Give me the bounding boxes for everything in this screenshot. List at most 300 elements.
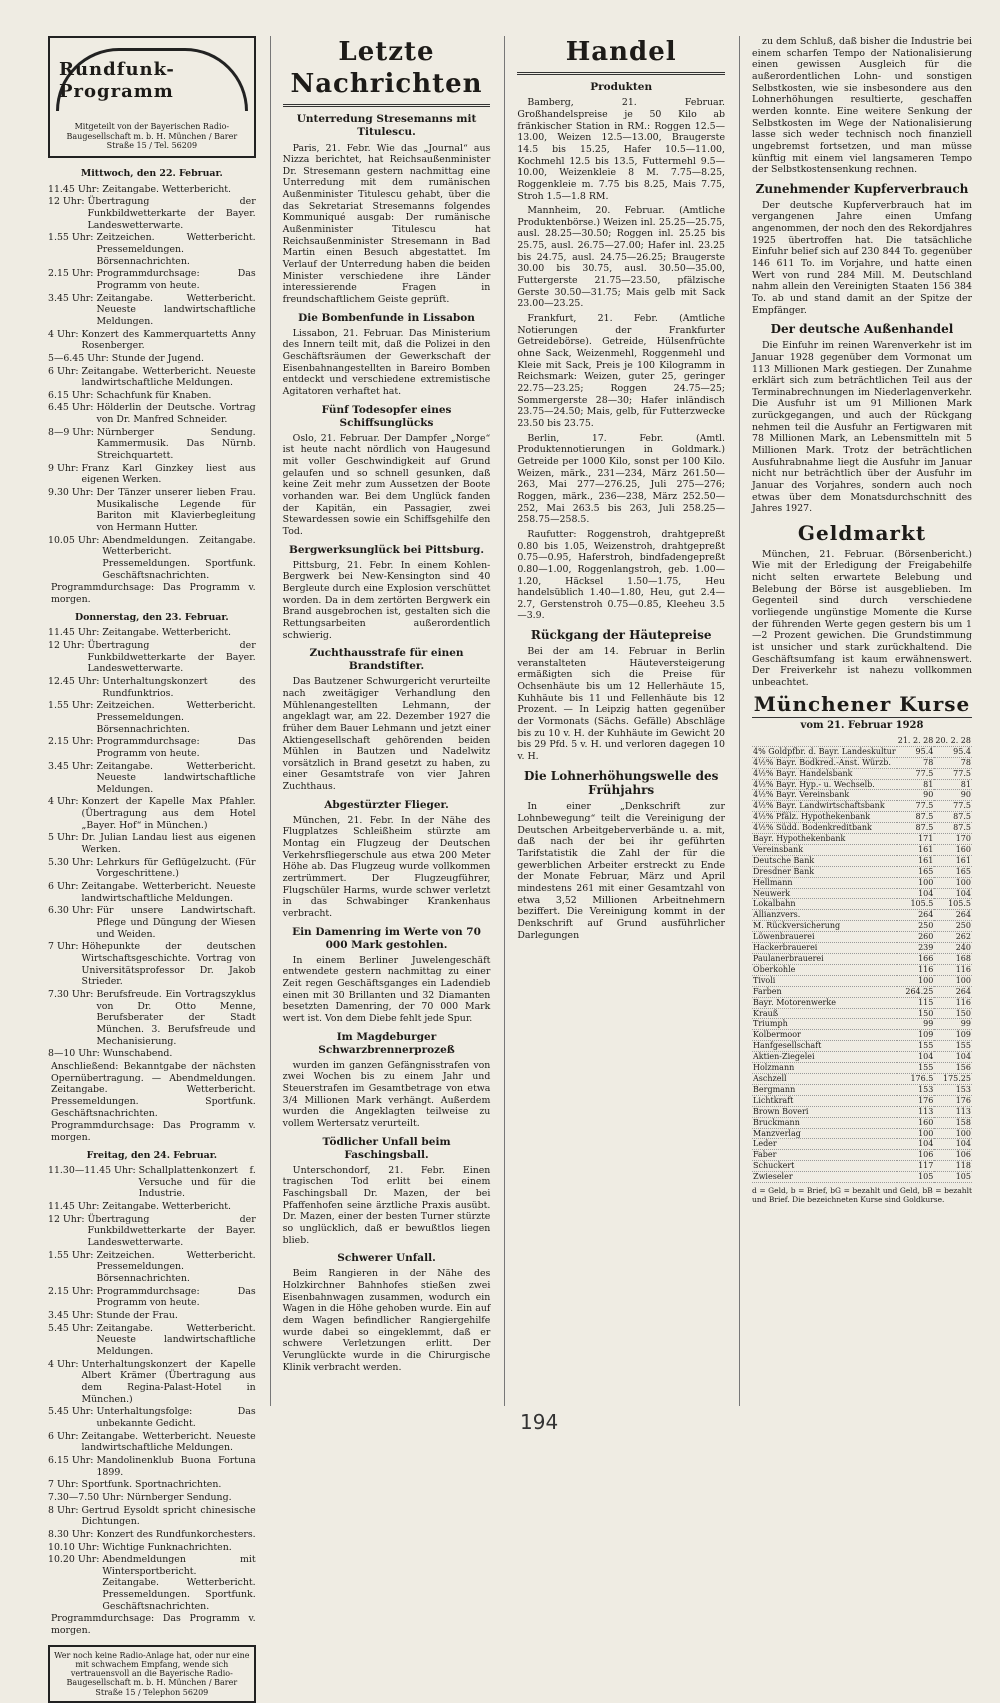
kurse-row bbox=[752, 1128, 972, 1139]
kurse-value: 160 bbox=[897, 1117, 935, 1128]
kurse-value: 165 bbox=[934, 866, 972, 877]
schedule-time: 1.55 Uhr: bbox=[48, 232, 94, 244]
kurse-row bbox=[752, 986, 972, 997]
kurse-value: 176 bbox=[897, 1095, 935, 1106]
schedule-content: Mandolinenklub Buona Fortuna 1899. bbox=[96, 1454, 256, 1478]
kurse-name: Brown Boveri bbox=[752, 1106, 897, 1117]
kurse-name: 4% Goldpfbr. d. Bayr. Landeskultur bbox=[753, 746, 896, 756]
news-article-body: Lissabon, 21. Februar. Das Ministerium des Innern teilt mit, daß die Polizei in den Geschäftsräumen der Gewerkschaft der Eisenbahnangestellten in Bareiro Bomben entdeckt und verschiedene extremistische Agitatoren verhaftet hat. bbox=[282, 327, 491, 397]
kurse-value: 116 bbox=[934, 997, 972, 1008]
geldmarkt-body: München, 21. Februar. (Börsenbericht.) Wie mit der Erledigung der Freigabehilfe nicht selten erwartete Belebung und Belebung der Börse ist ausgeblieben. Im Gegenteil sind durch verschiedene vorliegende ungünstige Momente die Kurse der führenden Werte gegen gestern bis um 1—2 Prozent gewichen. Die Grundstimmung ist unsicher und stark zurückhaltend. Die Geschäftsumfang ist kaum erwähnenswert. Der Freiverkehr ist nahezu vollkommen unbeachtet. bbox=[752, 548, 972, 689]
schedule-content: Programmdurchsage: Das Programm von heute. bbox=[96, 268, 256, 291]
schedule-content: Zeitangabe. Wetterbericht. Neueste landwirtschaftliche Meldungen. bbox=[96, 760, 256, 795]
kurse-name: Bergmann bbox=[752, 1084, 897, 1095]
schedule-time: 2.15 Uhr: bbox=[48, 1285, 94, 1297]
schedule-content: Sportfunk. Sportnachrichten. bbox=[81, 1479, 222, 1491]
schedule-content: Berufsfreude. Ein Vortragszyklus von Dr. Otto Menne, Berufsberater der Stadt München. 3. Berufsfreude und Mechanisierung. bbox=[96, 988, 256, 1047]
kurse-value: 77.5 bbox=[934, 801, 972, 812]
schedule-time: 11.45 Uhr: bbox=[48, 627, 100, 639]
schedule-content: Wunschabend. bbox=[102, 1048, 173, 1060]
schedule-item bbox=[48, 1250, 256, 1285]
schedule-content: Übertragung der Funkbildwetterkarte der Bayer. Landeswetterwarte. bbox=[87, 1213, 256, 1249]
kurse-value: 100 bbox=[934, 975, 972, 986]
aussenhandel-heading: Der deutsche Außenhandel bbox=[770, 322, 954, 337]
news-articles bbox=[283, 113, 491, 1373]
kurse-value: 175.25 bbox=[934, 1073, 972, 1084]
schedule-time: 2.15 Uhr: bbox=[48, 268, 94, 280]
kurse-name: Hellmann bbox=[752, 877, 897, 888]
kurse-value: 95.4 bbox=[897, 746, 935, 757]
kupfer-heading: Zunehmender Kupferverbrauch bbox=[755, 181, 969, 196]
schedule-item bbox=[48, 1201, 256, 1213]
kurse-value: 262 bbox=[934, 932, 972, 943]
schedule-content: Zeitangabe. Wetterbericht. bbox=[102, 183, 232, 195]
kurse-name: Aktien-Ziegelei bbox=[752, 1052, 897, 1063]
schedule-content: Dr. Julian Landau liest aus eigenen Werken. bbox=[81, 832, 256, 856]
kurse-name: Holzmann bbox=[752, 1063, 897, 1074]
schedule-time: 6.30 Uhr: bbox=[48, 905, 94, 917]
schedule-content: Für unsere Landwirtschaft. Pflege und Düngung der Wiesen und Weiden. bbox=[96, 905, 256, 940]
kurse-value: 155 bbox=[934, 1041, 972, 1052]
schedule-content: Nürnberger Sendung. Kammermusik. Das Nürnb. Streichquartett. bbox=[96, 426, 256, 462]
kurse-row bbox=[752, 888, 972, 899]
kurse-name: Vereinsbank bbox=[752, 844, 897, 855]
kurse-note: d = Geld, b = Brief, bG = bezahlt und Geld, bB = bezahlt und Brief. Die bezeichneten Kurse sind Goldkurse. bbox=[752, 1186, 972, 1205]
schedule-item bbox=[48, 1165, 256, 1200]
kurse-name: Lichtkraft bbox=[752, 1095, 897, 1106]
kurse-row bbox=[752, 1019, 972, 1030]
schedule-content: Zeitzeichen. Wetterbericht. Pressemeldungen. Börsennachrichten. bbox=[96, 700, 256, 735]
schedule-item bbox=[48, 857, 256, 880]
kurse-value: 156 bbox=[934, 1063, 972, 1074]
kurse-row bbox=[752, 954, 972, 965]
radio-column bbox=[48, 36, 256, 1697]
kurse-row bbox=[752, 997, 972, 1008]
schedule-item bbox=[48, 905, 256, 940]
schedule-time: 12 Uhr: bbox=[48, 639, 85, 651]
kurse-value: 118 bbox=[934, 1161, 972, 1172]
schedule-time: 1.55 Uhr: bbox=[48, 700, 94, 712]
schedule-content: Hölderlin der Deutsche. Vortrag von Dr. Manfred Schneider. bbox=[96, 402, 256, 426]
kurse-row bbox=[752, 866, 972, 877]
handel-articles bbox=[517, 81, 725, 622]
kurse-value: 81 bbox=[897, 779, 935, 790]
news-article-body: wurden im ganzen Gefängnisstrafen von zwei Wochen bis zu einem Jahr und Steuerstrafen im Gesamtbetrage von etwa 3/4 Millionen Mark verhängt. Außerdem wurden die Angeklagten teilweise zu vollem Wertersatz verurteilt. bbox=[282, 1059, 491, 1129]
kurse-value: 113 bbox=[934, 1106, 972, 1117]
kurse-name: Kolbermoor bbox=[752, 1030, 897, 1041]
schedule-content: Schachfunk für Knaben. bbox=[96, 389, 212, 401]
schedule-content: Unterhaltungskonzert des Rundfunktrios. bbox=[102, 675, 256, 699]
kurse-value: 100 bbox=[897, 877, 935, 888]
schedule-time: 7.30 Uhr: bbox=[48, 988, 94, 1000]
kurse-value: 106 bbox=[897, 1150, 935, 1161]
schedule-time: 1.55 Uhr: bbox=[48, 1249, 94, 1261]
kurse-row bbox=[752, 1063, 972, 1074]
news-article-title: Zuchthausstrafe für einen Brandstifter. bbox=[309, 647, 464, 673]
kurse-value: 78 bbox=[934, 757, 972, 768]
schedule-time: 12 Uhr: bbox=[48, 196, 85, 208]
schedule-time: 12.45 Uhr: bbox=[48, 675, 100, 687]
schedule-item bbox=[48, 1120, 256, 1143]
kurse-value: 155 bbox=[897, 1041, 935, 1052]
schedule-time: 5.45 Uhr: bbox=[48, 1322, 94, 1334]
kurse-value: 87.5 bbox=[934, 823, 972, 834]
schedule-time: 3.45 Uhr: bbox=[48, 292, 94, 304]
schedule-item bbox=[48, 268, 256, 291]
schedule-item bbox=[48, 390, 256, 402]
kurse-value: 264 bbox=[934, 910, 972, 921]
schedule-item bbox=[48, 881, 256, 904]
kurse-row bbox=[752, 932, 972, 943]
schedule-content: Zeitangabe. Wetterbericht. Neueste landwirtschaftliche Meldungen. bbox=[96, 292, 256, 327]
kurse-row bbox=[752, 746, 972, 757]
kurse-value: 150 bbox=[934, 1008, 972, 1019]
schedule-time: 12 Uhr: bbox=[48, 1213, 85, 1225]
schedule-time: 7 Uhr: bbox=[48, 1479, 79, 1491]
kurse-value: 250 bbox=[897, 921, 935, 932]
schedule-item bbox=[48, 427, 256, 462]
schedule-item bbox=[48, 676, 256, 699]
kurse-row bbox=[752, 1084, 972, 1095]
kurse-value: 117 bbox=[897, 1161, 935, 1172]
schedule-time: 6 Uhr: bbox=[48, 1430, 79, 1442]
news-article-title: Die Bombenfunde in Lissabon bbox=[298, 311, 475, 324]
kurse-value: 100 bbox=[897, 1128, 935, 1139]
kurse-value: 95.4 bbox=[934, 746, 972, 757]
kurse-row bbox=[752, 899, 972, 910]
schedule-content: Programmdurchsage: Das Programm von heute. bbox=[96, 1285, 256, 1309]
radio-notice: Wer noch keine Radio-Anlage hat, oder nur eine mit schwachem Empfang, wende sich vertrauensvoll an die Bayerische Radio-Baugesellschaft m. b. H. München / Barer Straße 15 / Telephon 56209 bbox=[48, 1645, 256, 1703]
kurse-value: 161 bbox=[897, 844, 935, 855]
schedule-content: Gertrud Eysoldt spricht chinesische Dichtungen. bbox=[81, 1504, 256, 1528]
kurse-name: Tivoli bbox=[752, 975, 897, 986]
handel-column bbox=[504, 36, 725, 1406]
schedule-item bbox=[48, 989, 256, 1047]
kurse-value: 104 bbox=[934, 888, 972, 899]
schedule-content: Anschließend: Bekanntgabe der nächsten Opernübertragung. — Abendmeldungen. Zeitangabe. Wetterbericht. Pressemeldungen. Sportfunk. Geschäftsnachrichten. bbox=[51, 1060, 256, 1119]
schedule-time: 8—10 Uhr: bbox=[48, 1048, 100, 1060]
schedule-item bbox=[48, 736, 256, 759]
kurse-name: Dresdner Bank bbox=[752, 866, 897, 877]
radio-day-heading: Donnerstag, den 23. Februar. bbox=[74, 611, 229, 623]
schedule-content: Zeitangabe. Wetterbericht. bbox=[102, 627, 232, 639]
schedule-item bbox=[48, 640, 256, 675]
kurse-row bbox=[752, 1073, 972, 1084]
radio-day-heading: Mittwoch, den 22. Februar. bbox=[80, 168, 223, 179]
handel-article-body: Mannheim, 20. Februar. (Amtliche Produktenbörse.) Weizen inl. 25.25—25.75, ausl. 28.25—30.50; Roggen inl. 25.25 bis 25.75, ausl. 26.75—27.00; Hafer inl. 23.25 bis 24.75, ausl. 24.75—26.25; Braugerste 30.00 bis 30.75, ausl. 30.50—35.00, Futtergerste 21.75—23.50, pfälzische Gerste 30.50—31.75; Mais gelb mit Sack 23.00—23.25. bbox=[517, 205, 726, 310]
economy-intro: zu dem Schluß, daß bisher die Industrie bei einem scharfen Tempo der Nationalisierung einen gewissen Ausgleich für die außerordentlichen Lohn- und sonstigen Selbstkosten, wie sie insbesondere aus den Lohnerhöhungen resultierte, geschaffen werden konnte. Eine weitere Senkung der Selbstkosten im Wege der Nationalisierung lasse sich weder technisch noch finanziell ungebremst fortsetzen, und man müsse künftig mit einem viel langsameren Tempo der Selbstkostensenkung rechnen. bbox=[752, 36, 972, 176]
schedule-content: Höhepunkte der deutschen Wirtschaftsgeschichte. Vortrag von Universitätsprofessor Dr. Jakob Strieder. bbox=[81, 941, 256, 988]
radio-logo-text: Rundfunk-Programm bbox=[59, 58, 175, 102]
radio-day-heading: Freitag, den 24. Februar. bbox=[86, 1149, 218, 1161]
kurse-value: 106 bbox=[934, 1150, 972, 1161]
kurse-name: 4½% Pfälz. Hypothekenbank bbox=[752, 812, 897, 823]
schedule-item bbox=[48, 1406, 256, 1429]
schedule-item bbox=[48, 1529, 256, 1541]
kurse-value: 104 bbox=[897, 888, 935, 899]
schedule-content: Zeitzeichen. Wetterbericht. Pressemeldungen. Börsennachrichten. bbox=[96, 232, 256, 267]
schedule-item bbox=[48, 353, 256, 365]
kurse-row bbox=[752, 1041, 972, 1052]
kurse-value: 87.5 bbox=[897, 823, 935, 834]
kurse-value: 115 bbox=[897, 997, 935, 1008]
kurse-name: Leder bbox=[752, 1139, 897, 1150]
schedule-time: 7.30—7.50 Uhr: bbox=[48, 1491, 124, 1503]
kurse-row bbox=[752, 834, 972, 845]
kurse-row bbox=[752, 1008, 972, 1019]
schedule-time: 3.45 Uhr: bbox=[48, 760, 94, 772]
kurse-row bbox=[752, 1161, 972, 1172]
kurse-row bbox=[752, 757, 972, 768]
kurse-name: Faber bbox=[752, 1150, 897, 1161]
kurse-value: 166 bbox=[897, 954, 935, 965]
kurse-name: Neuwerk bbox=[752, 888, 897, 899]
kurse-value: 168 bbox=[934, 954, 972, 965]
schedule-time: 11.30—11.45 Uhr: bbox=[48, 1165, 136, 1177]
schedule-item bbox=[48, 184, 256, 196]
kurse-value: 240 bbox=[934, 943, 972, 954]
kurse-row bbox=[752, 812, 972, 823]
kurse-value: 104 bbox=[897, 1052, 935, 1063]
kurse-name: Schuckert bbox=[752, 1161, 897, 1172]
schedule-time: 11.45 Uhr: bbox=[48, 183, 100, 195]
kurse-row bbox=[752, 1106, 972, 1117]
schedule-item bbox=[48, 1048, 256, 1060]
news-article-title: Bergwerksunglück bei Pittsburg. bbox=[288, 543, 485, 556]
kurse-column-header: 21. 2. 28 bbox=[897, 735, 934, 745]
kurse-name: 4½% Bayr. Bodkred.-Anst. Würzb. bbox=[752, 757, 897, 768]
kurse-value: 100 bbox=[934, 1128, 972, 1139]
schedule-time: 6.45 Uhr: bbox=[48, 402, 94, 414]
kurse-value: 99 bbox=[934, 1019, 972, 1030]
schedule-time: 8.30 Uhr: bbox=[48, 1528, 94, 1540]
schedule-content: Programmdurchsage: Das Programm v. morgen. bbox=[51, 582, 256, 605]
schedule-item bbox=[48, 1613, 256, 1636]
schedule-content: Programmdurchsage: Das Programm v. morgen. bbox=[51, 1120, 256, 1143]
schedule-time: 6.15 Uhr: bbox=[48, 389, 94, 401]
kurse-name: Aschzell bbox=[752, 1073, 897, 1084]
schedule-time: 9.30 Uhr: bbox=[48, 487, 94, 499]
schedule-time: 6 Uhr: bbox=[48, 881, 79, 893]
kurse-row bbox=[752, 910, 972, 921]
kurse-row bbox=[752, 1150, 972, 1161]
kurse-value: 81 bbox=[934, 779, 972, 790]
schedule-content: Übertragung der Funkbildwetterkarte der Bayer. Landeswetterwarte. bbox=[87, 639, 256, 675]
radio-logo-arc bbox=[56, 48, 248, 111]
schedule-item bbox=[48, 402, 256, 425]
schedule-time: 5 Uhr: bbox=[48, 832, 79, 844]
schedule-content: Zeitangabe. Wetterbericht. Neueste landwirtschaftliche Meldungen. bbox=[81, 365, 256, 389]
schedule-item bbox=[48, 535, 256, 582]
kurse-name: 4½% Bayr. Handelsbank bbox=[752, 768, 897, 779]
schedule-content: Zeitangabe. Wetterbericht. Neueste landwirtschaftliche Meldungen. bbox=[81, 1430, 256, 1454]
kurse-row bbox=[752, 1139, 972, 1150]
huete-heading: Rückgang der Häutepreise bbox=[530, 628, 712, 643]
schedule-time: 11.45 Uhr: bbox=[48, 1201, 100, 1213]
kurse-date: vom 21. Februar 1928 bbox=[800, 719, 924, 731]
kurse-value: 158 bbox=[934, 1117, 972, 1128]
kurse-value: 260 bbox=[897, 932, 935, 943]
schedule-item bbox=[48, 1431, 256, 1454]
handel-article-body: Frankfurt, 21. Febr. (Amtliche Notierungen der Frankfurter Getreidebörse). Getreide, Hülsenfrüchte ohne Sack, Weizenmehl, Roggenmehl und Kleie mit Sack, Preis je 100 Kilogramm in Reichsmark: Weizen, guter 25, geringer 22.75—23.25; Roggen 24.75—25; Sommergerste 28—30; Hafer inländisch 23.75—24.50; Mais, gelb, für Futterzwecke 23.50 bis 23.75. bbox=[517, 313, 726, 429]
kurse-value: 90 bbox=[934, 790, 972, 801]
kurse-value: 113 bbox=[897, 1106, 935, 1117]
kurse-row bbox=[752, 855, 972, 866]
handel-article-body: Raufutter: Roggenstroh, drahtgepreßt 0.80 bis 1.05, Weizenstroh, drahtgepreßt 0.75—0.95, Haferstroh, bindfadengepreßt 0.80—1.00, Roggenlangstroh, geb. 1.00—1.20, Häcksel 1.50—1.75, Heu handelsüblich 1.40—1.80, Heu, gut 2.4—2.7, Gerstenstroh 0.75—0.85, Kleeheu 3.5—3.9. bbox=[517, 528, 726, 622]
schedule-item bbox=[48, 329, 256, 352]
kurse-row bbox=[752, 877, 972, 888]
schedule-time: 4 Uhr: bbox=[48, 328, 79, 340]
kurse-value: 109 bbox=[897, 1030, 935, 1041]
kurse-value: 239 bbox=[897, 943, 935, 954]
kurse-name: Löwenbrauerei bbox=[752, 932, 897, 943]
kupfer-body: Der deutsche Kupferverbrauch hat im vergangenen Jahre einen Umfang angenommen, der noch den des Rekordjahres 1925 übertroffen hat. Die tatsächliche Einfuhr belief sich auf 230 844 To. gegenüber 146 611 To. im Vorjahre, und hatte einen Wert von rund 284 Mill. M. Deutschland nahm allein den Vereinigten Staaten 156 384 To. ab und stand damit an der Spitze der Empfänger. bbox=[752, 199, 972, 316]
kurse-value: 165 bbox=[897, 866, 935, 877]
kurse-value: 264 bbox=[934, 986, 972, 997]
radio-schedule bbox=[48, 168, 256, 1637]
schedule-content: Wichtige Funknachrichten. bbox=[102, 1541, 232, 1553]
kurse-table bbox=[752, 736, 972, 1183]
schedule-time: 6 Uhr: bbox=[48, 365, 79, 377]
schedule-content: Abendmeldungen mit Wintersportbericht. Zeitangabe. Wetterbericht. Pressemeldungen. Sportfunk. Geschäftsnachrichten. bbox=[102, 1554, 256, 1612]
schedule-item bbox=[48, 1455, 256, 1478]
kurse-name: Bayr. Hypothekenbank bbox=[752, 834, 897, 845]
schedule-time: 10.20 Uhr: bbox=[48, 1554, 100, 1566]
kurse-name: Bayr. Motorenwerke bbox=[752, 997, 897, 1008]
kurse-value: 77.5 bbox=[897, 801, 935, 812]
news-article-title: Abgestürzter Flieger. bbox=[324, 798, 449, 811]
schedule-content: Übertragung der Funkbildwetterkarte der Bayer. Landeswetterwarte. bbox=[87, 196, 256, 231]
news-article-body: Das Bautzener Schwurgericht verurteilte nach zweitägiger Verhandlung den Mühlenangestellten Lehmann, der angeklagt war, am 22. Dezember 1927 die früher dem Bauer Lehmann und jetzt einer Aktiengesellschaft gehörenden beiden Mühlen in Bautzen und Nadelwitz vorsätzlich in Brand gesetzt zu haben, zu einer Gesamtstrafe von vier Jahren Zuchthaus. bbox=[282, 676, 491, 793]
kurse-value: 104 bbox=[934, 1052, 972, 1063]
kurse-row bbox=[752, 1030, 972, 1041]
radio-logo-subtitle: Mitgeteilt von der Bayerischen Radio-Baugesellschaft m. b. H. München / Barer Straße 15 / Tel. 56209 bbox=[66, 122, 238, 150]
schedule-item bbox=[48, 1554, 256, 1612]
radio-program-logo bbox=[48, 36, 256, 158]
kurse-row bbox=[752, 1117, 972, 1128]
kurse-value: 100 bbox=[934, 877, 972, 888]
schedule-time: 9 Uhr: bbox=[48, 462, 79, 474]
schedule-item bbox=[48, 700, 256, 735]
kurse-name: M. Rückversicherung bbox=[752, 921, 897, 932]
schedule-item bbox=[48, 1310, 256, 1322]
schedule-content: Konzert der Kapelle Max Pfahler. (Übertragung aus dem Hotel „Bayer. Hof“ in München.) bbox=[81, 796, 256, 831]
news-article-title: Schwerer Unfall. bbox=[337, 1252, 436, 1265]
schedule-content: Der Tänzer unserer lieben Frau. Musikalische Legende für Bariton mit Klavierbegleitung von Hermann Hutter. bbox=[96, 487, 256, 534]
schedule-time: 10.05 Uhr: bbox=[48, 534, 100, 546]
kurse-column-header bbox=[752, 736, 897, 746]
handel-article-body: Bamberg, 21. Februar. Großhandelspreise je 50 Kilo ab fränkischer Station in RM.: Roggen 12.5—13.00, Weizen 12.5—13.00, Braugerste 14.5 bis 15.25, Hafer 10.5—11.00, Kochmehl 12.5 bis 13.5, Futtermehl 9.5—10.00, Weizenkleie 8 M. 7.75—8.25, Roggenkleie m. 7.75 bis 8.25, Mais 7.75, Stroh 1.5—1.8 RM. bbox=[517, 97, 726, 202]
kurse-value: 78 bbox=[897, 757, 935, 768]
schedule-time: 4 Uhr: bbox=[48, 1358, 79, 1370]
kurse-value: 90 bbox=[897, 790, 935, 801]
schedule-time: 4 Uhr: bbox=[48, 796, 79, 808]
schedule-item bbox=[48, 463, 256, 486]
schedule-item bbox=[48, 627, 256, 639]
schedule-item bbox=[48, 1479, 256, 1491]
kurse-heading: Münchener Kurse bbox=[753, 691, 971, 716]
schedule-item bbox=[48, 761, 256, 796]
handel-section-heading: Handel bbox=[517, 36, 725, 75]
kurse-name: Triumph bbox=[752, 1019, 897, 1030]
kurse-value: 77.5 bbox=[897, 768, 935, 779]
schedule-content: Zeitangabe. Wetterbericht. Neueste landwirtschaftliche Meldungen. bbox=[81, 881, 256, 904]
schedule-item bbox=[48, 293, 256, 328]
news-article-title: Tödlicher Unfall beim Faschingsball. bbox=[322, 1135, 451, 1161]
kurse-value: 116 bbox=[897, 964, 935, 975]
kurse-value: 264.25 bbox=[897, 986, 935, 997]
kurse-row bbox=[752, 1172, 972, 1183]
kurse-value: 161 bbox=[897, 855, 935, 866]
schedule-time: 6.15 Uhr: bbox=[48, 1454, 94, 1466]
kurse-name: Manzverlag bbox=[752, 1128, 897, 1139]
kurse-value: 105.5 bbox=[897, 899, 935, 910]
kurse-value: 264 bbox=[897, 910, 935, 921]
schedule-content: Programmdurchsage: Das Programm v. morgen. bbox=[51, 1613, 256, 1637]
news-article-body: Paris, 21. Febr. Wie das „Journal“ aus Nizza berichtet, hat Reichsaußenminister Dr. Stresemann gestern nachmittag eine Unterredung mit dem rumänischen Außenminister Titulescu gehabt, über die das Sekretariat Stresemanns folgendes Kommuniqué ausgab: Der rumänische Außenminister Titulescu hat Reichsaußenminister Stresemann in Bad Martin einen Besuch abgestattet. Im Verlauf der Unterredung haben die beiden Minister verschiedene ihre Länder interessierende Fragen in freundschaftlichem Geiste geprüft. bbox=[282, 142, 491, 306]
kurse-value: 105 bbox=[897, 1172, 935, 1183]
schedule-item bbox=[48, 487, 256, 534]
schedule-item bbox=[48, 582, 256, 605]
kurse-row bbox=[752, 943, 972, 954]
kurse-value: 105 bbox=[934, 1172, 972, 1183]
schedule-item bbox=[48, 196, 256, 231]
schedule-content: Schallplattenkonzert f. Versuche und für die Industrie. bbox=[138, 1165, 256, 1200]
schedule-content: Nürnberger Sendung. bbox=[126, 1491, 232, 1503]
schedule-item bbox=[48, 1492, 256, 1504]
kurse-value: 171 bbox=[897, 834, 935, 845]
news-column bbox=[270, 36, 491, 1406]
kurse-row bbox=[752, 1052, 972, 1063]
kurse-value: 77.5 bbox=[934, 768, 972, 779]
economy-column bbox=[739, 36, 972, 1406]
kurse-name: Deutsche Bank bbox=[752, 855, 897, 866]
kurse-value: 176 bbox=[934, 1095, 972, 1106]
page-number: 194 bbox=[520, 1410, 559, 1434]
kurse-row bbox=[752, 1095, 972, 1106]
news-article-body: Unterschondorf, 21. Febr. Einen tragischen Tod erlitt bei einem Faschingsball Dr. Mazen, der bei Pfaffenhofen seine ärztliche Praxis ausübt. Dr. Mazen, einer der besten Turner stürzte so unglücklich, daß er bewußtlos liegen blieb. bbox=[282, 1164, 491, 1246]
news-article-body: Pittsburg, 21. Febr. In einem Kohlen-Bergwerk bei New-Kensington sind 40 Bergleute durch eine Explosion verschüttet worden. Da in dem zertörten Bergwerk ein Brand ausgebrochen ist, gestalten sich die Rettungsarbeiten außerordentlich schwierig. bbox=[282, 559, 491, 641]
schedule-content: Zeitzeichen. Wetterbericht. Pressemeldungen. Börsennachrichten. bbox=[96, 1249, 256, 1285]
aussenhandel-body: Die Einfuhr im reinen Warenverkehr ist im Januar 1928 gegenüber dem Vormonat um 113 Millionen Mark gestiegen. Der Zunahme erklärt sich zum beträchtlichen Teil aus der Terminabrechnungen im Niederlagenverkehr. Die Ausfuhr ist um 91 Millionen Mark zurückgegangen, und auch der Rückgang nehmen teil die Ausfuhr an Fertigwaren mit 78 Millionen Mark, an Lebensmitteln mit 5 Millionen Mark. Trotz der beträchtlichen Ausfuhrabnahme liegt die Ausfuhr im Januar nicht nur beträchtlich über der Ausfuhr im Januar des Vorjahres, sondern auch noch etwas über dem Monatsdurchschnitt des Jahres 1927. bbox=[752, 340, 972, 515]
schedule-item bbox=[48, 796, 256, 831]
schedule-item bbox=[48, 366, 256, 389]
schedule-time: 2.15 Uhr: bbox=[48, 736, 94, 748]
kurse-value: 99 bbox=[897, 1019, 935, 1030]
schedule-time: 5.30 Uhr: bbox=[48, 856, 94, 868]
schedule-time: 8 Uhr: bbox=[48, 1504, 79, 1516]
kurse-value: 170 bbox=[934, 834, 972, 845]
kurse-value: 153 bbox=[934, 1084, 972, 1095]
schedule-time: 3.45 Uhr: bbox=[48, 1310, 94, 1322]
news-article-title: Unterredung Stresemanns mit Titulescu. bbox=[296, 113, 477, 139]
kurse-name: Krauß bbox=[752, 1008, 897, 1019]
kurse-value: 250 bbox=[934, 921, 972, 932]
schedule-content: Konzert des Rundfunkorchesters. bbox=[96, 1528, 256, 1540]
news-article-body: Oslo, 21. Februar. Der Dampfer „Norge“ ist heute nacht nördlich von Haugesund mit voller Geschwindigkeit auf Grund gelaufen und so schnell gesunken, daß keine Zeit mehr zum Aussetzen der Boote vorhanden war. Bei dem Unglück fanden der Kapitän, ein Passagier, zwei Stewardessen sowie ein Schiffsgehilfe den Tod. bbox=[282, 432, 491, 537]
schedule-time: 5—6.45 Uhr: bbox=[48, 352, 109, 364]
kurse-name: Oberkohle bbox=[752, 964, 897, 975]
kurse-name: Hackerbrauerei bbox=[752, 943, 897, 954]
kurse-value: 150 bbox=[897, 1008, 935, 1019]
schedule-item bbox=[48, 832, 256, 855]
schedule-item bbox=[48, 232, 256, 267]
schedule-content: Programmdurchsage: Das Programm von heute. bbox=[96, 736, 256, 759]
kurse-value: 87.5 bbox=[897, 812, 935, 823]
geldmarkt-heading: Geldmarkt bbox=[797, 521, 927, 546]
kurse-value: 104 bbox=[897, 1139, 935, 1150]
schedule-content: Franz Karl Ginzkey liest aus eigenen Werken. bbox=[81, 462, 256, 486]
